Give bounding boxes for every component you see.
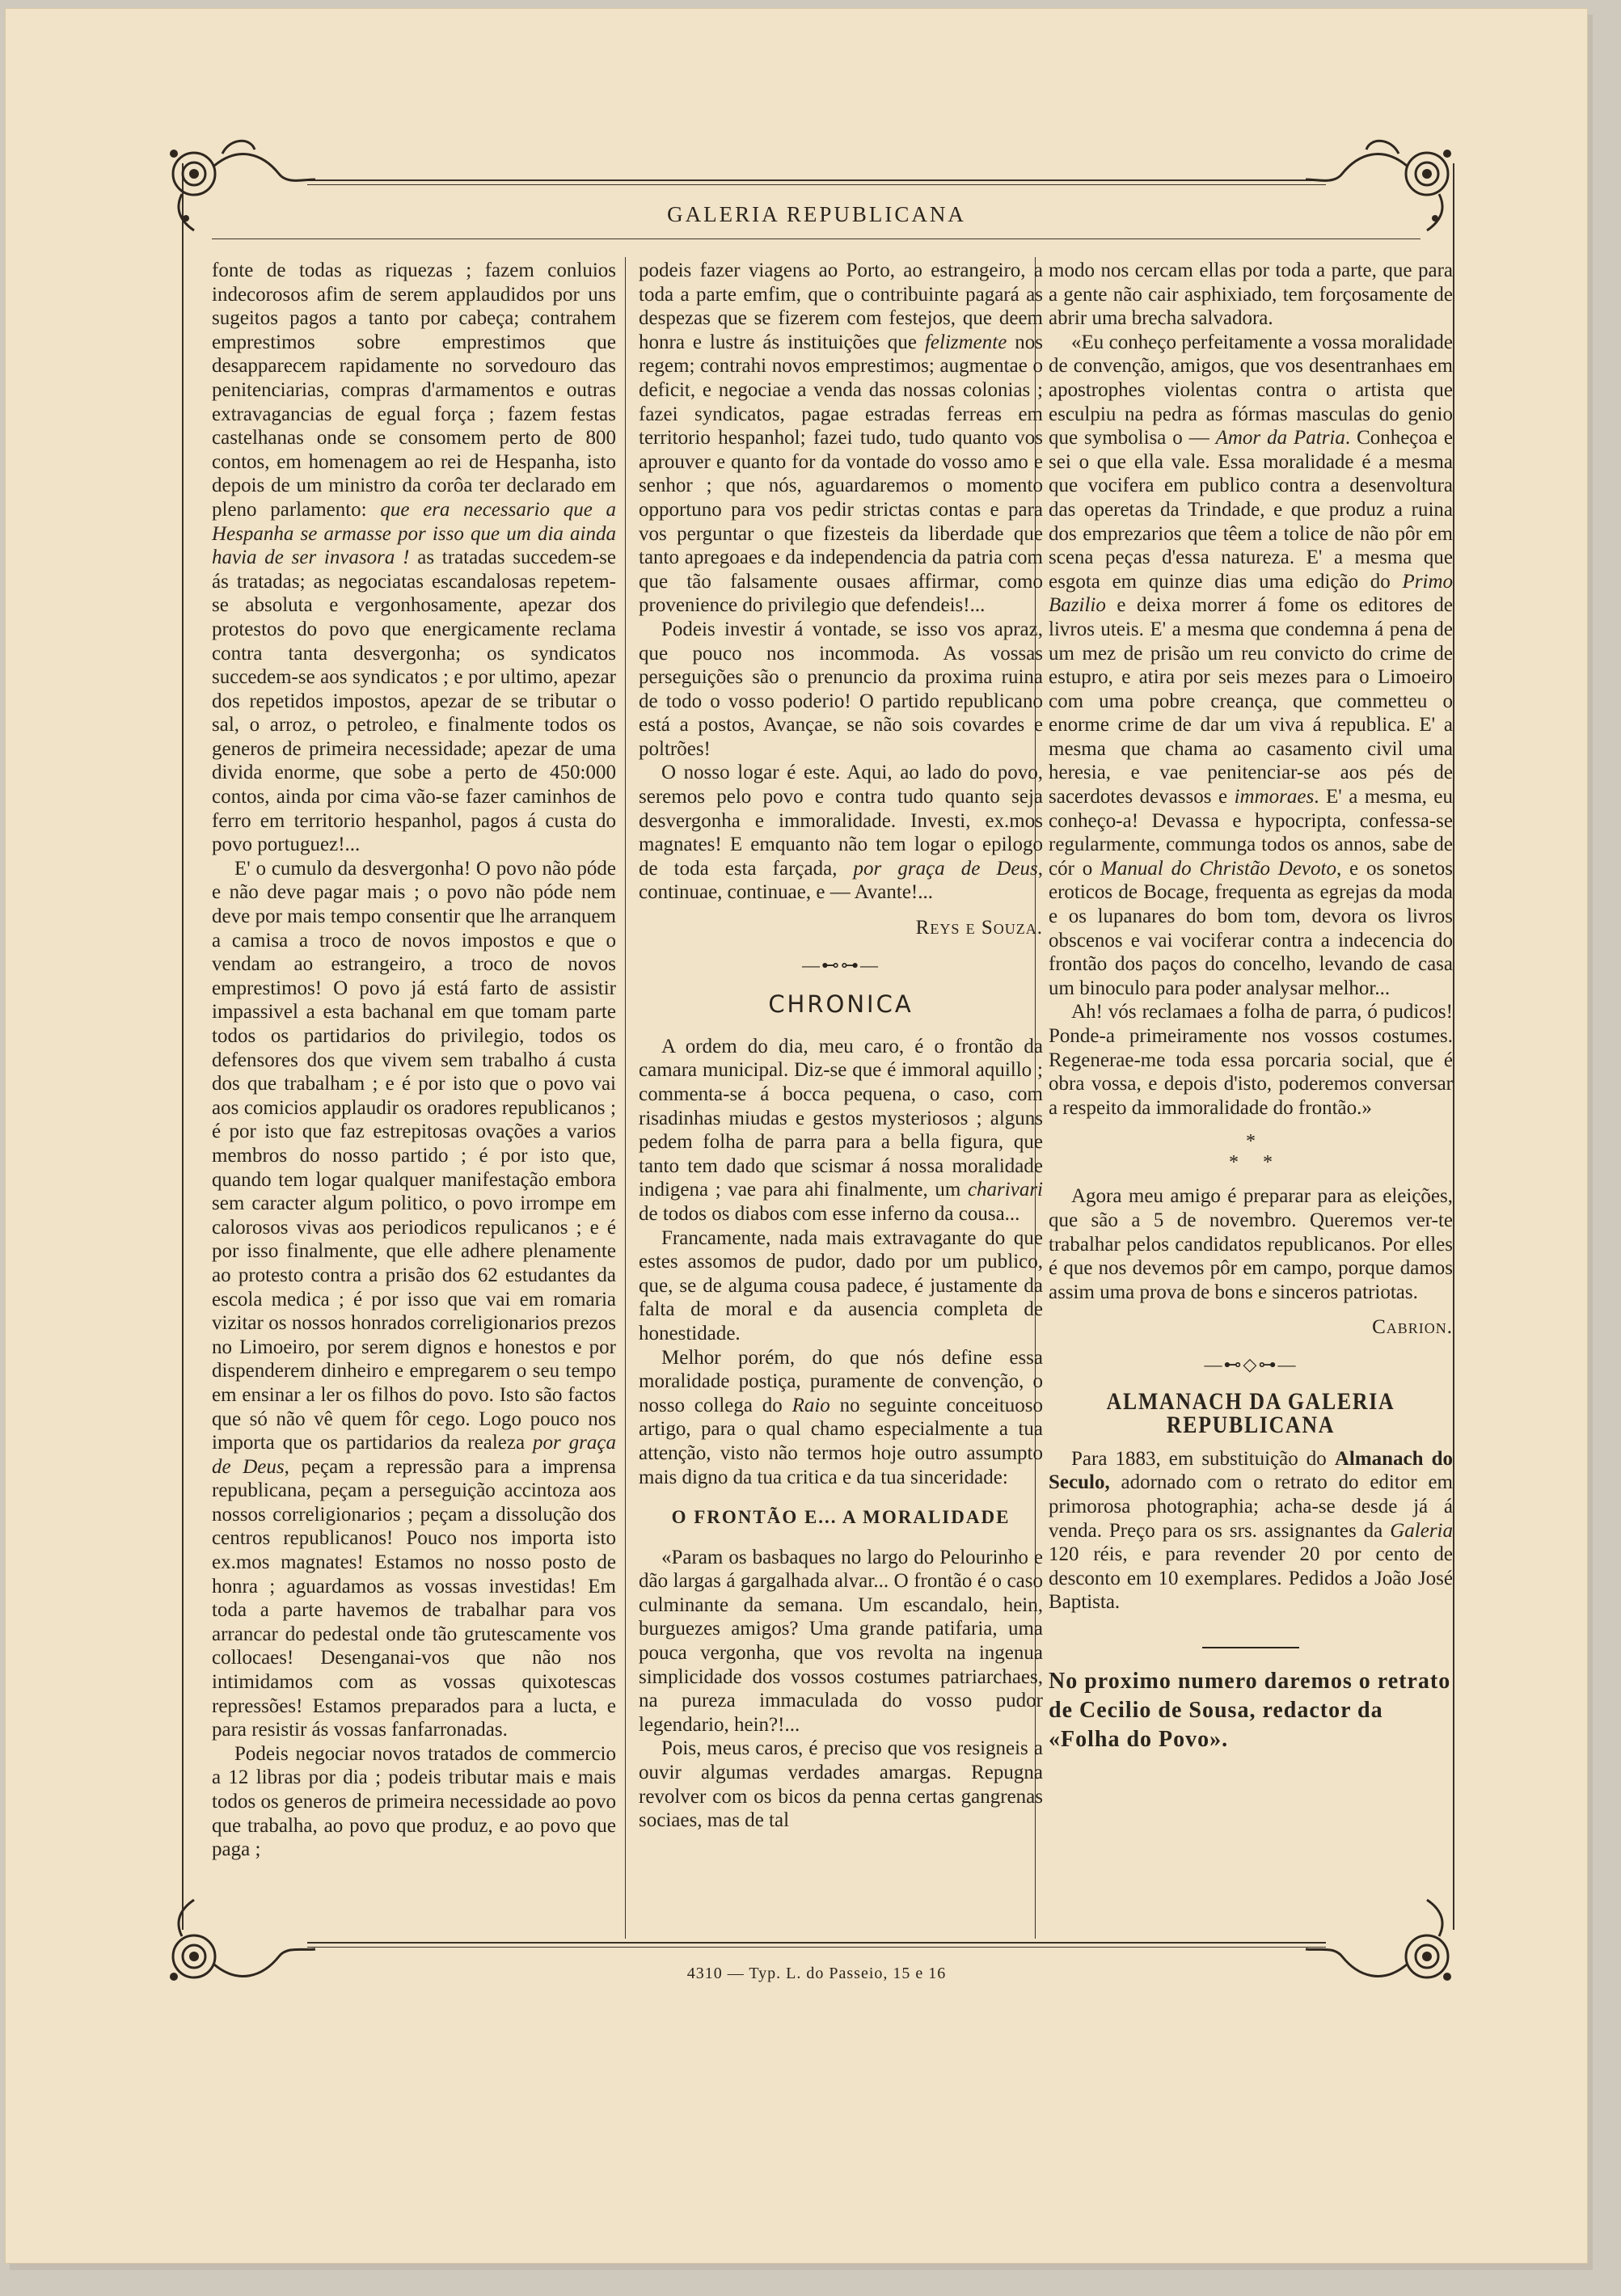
paragraph: Pois, meus caros, é preciso que vos resigneis a ouvir algumas verdades amargas. Repugna revolver com os bicos da penna certas gangrenas sociaes, mas de tal [639,1737,1043,1832]
article-title: O FRONTÃO E... A MORALIDADE [671,1507,1011,1528]
column-2 [639,259,1043,1833]
paragraph: Francamente, nada mais extravagante do que estes assomos de pudor, dado por um publico, que, se de alguma cousa padece, é justamente da falta de moral e da ausencia completa de honestidade. [639,1226,1043,1344]
column-divider-1 [625,257,626,1939]
top-rule-thin [307,184,1326,185]
bottom-rule [307,1942,1326,1944]
short-rule [1049,1631,1453,1655]
next-issue-notice: No proximo numero daremos o retrato de Cecilio de Sousa, redactor da «Folha do Povo». [1049,1669,1451,1753]
column-3 [1049,259,1453,1754]
asterism: * * * [1229,1131,1273,1174]
paragraph: Para 1883, em substituição do Almanach do Seculo, adornado com o retrato do editor em primorosa photographia; acha-se desde já á venda. Preço para os srs. assignantes da Galeria 120 réis, e para revender 20 por cento de desconto em 10 exemplares. Pedidos a João José Baptista. [1049,1447,1453,1614]
column-1 [212,259,616,1862]
paragraph: A ordem do dia, meu caro, é o frontão da camara municipal. Diz-se que é immoral aquillo ; commenta-se á bocca pequena, o caso, com risadinhas miudas e gestos mysteriosos ; alguns pedem folha de parra para a bella figura, que tanto tem dado que scismar á nossa moralidade indigena ; vae para ahi finalmente, um charivari de todos os diabos com esse inferno da cousa... [639,1035,1043,1225]
author-signature: Cabrion. [1372,1316,1453,1339]
paragraph: E' o cumulo da desvergonha! O povo não póde e não deve pagar mais ; o povo não póde nem deve por mais tempo consentir que lhe arranquem a camisa a troco de novos impostos e que o vendam ao estrangeiro, a troco de novos emprestimos! O povo já está farto de assistir impassivel a esta bachanal em que tomam parte todos os partidarios do privilegio, todos os defensores dos que vivem sem trabalho á custa dos que trabalham ; e é por isto que o povo vai aos comicios applaudir os oradores republicanos ; é por isto que faz estrepitosas ovações a varios membros do nosso partido ; é por isto que, quando tem logar qualquer manifestação embora sem caracter algum politico, o povo irrompe em calorosos vivas aos periodicos repulicanos ; e é por isso finalmente, que elle adhere plenamente ao protesto contra a prisão dos 62 estudantes da escola medica ; é por isso que vai em romaria vizitar os nossos honrados correligionarios prezos no Limoeiro, por serem dignos e honestos e por dispenderem dinheiro e empregarem o seu tempo em ensinar a ler os filhos do povo. Isto são factos que só não vê quem fôr cego. Logo pouco nos importa que os partidarios da realeza por graça de Deus, peçam a repressão para a imprensa republicana, peçam a perseguição accintoza aos nossos correligionarios ; peçam a dissolução dos centros republicanos! Pouco nos importa isto ex.mos magnates! Estamos no nosso posto de honra ; aguardamos as vossas investidas! Em toda a parte havemos de trabalhar para vos arrancar do pedestal onde tão grutescamente vos collocaes! Desenganai-vos que não nos intimidamos com as vossas quixotescas repressões! Estamos preparados para a lucta, e para resistir ás vossas fanfarronadas. [212,857,616,1741]
masthead-rule [212,238,1420,239]
paragraph: fonte de todas as riquezas ; fazem conluios indecorosos afim de serem applaudidos por uns sugeitos pagos a tanto por cabeça; contrahem emprestimos sobre emprestimos que desapparecem rapidamente no sorvedouro das penitenciarias, compras d'armamentos e outras extravagancias de egual força ; fazem festas castelhanas onde se consomem perto de 800 contos, em homenagem ao rei de Hespanha, isto depois de um ministro da corôa ter declarado em pleno parlamento: que era necessario que a Hespanha se armasse por isso que um dia ainda havia de ser invasora ! as tratadas succedem-se ás tratadas; as negociatas escandalosas repetem-se absoluta e vergonhosamente, apezar dos protestos do povo que energicamente reclama contra tanta desvergonha; os syndicatos succedem-se aos syndicatos ; e por ultimo, apezar dos repetidos impostos, apezar de se tributar o sal, o arroz, o petroleo, e finalmente todos os generos de primeira necessidade; apezar de uma divida enorme, que sobe a perto de 450:000 contos, ainda por cima vão-se fazer caminhos de ferro em territorio hespanhol, pagos á custa do povo portuguez!... [212,260,616,856]
paragraph: Ah! vós reclamaes a folha de parra, ó pudicos! Ponde-a primeiramente nos vossos costumes. Regenerae-me toda essa porcaria social, que é obra vossa, e depois d'isto, poderemos conversar a respeito da immoralidade do frontão.» [1049,1001,1453,1119]
top-rule [307,179,1326,181]
paragraph: modo nos cercam ellas por toda a parte, que para a gente não cair asphixiado, tem forçosamente de abrir uma brecha salvadora. [1049,260,1453,330]
paragraph: podeis fazer viagens ao Porto, ao estrangeiro, a toda a parte emfim, que o contribuinte pagará as despezas que se fizerem com festejos, que deem honra e lustre ás instituições que felizmente nos regem; contrahi novos emprestimos; augmentae o deficit, e negociae a venda das nossas colonias ; fazei syndicatos, pagae estradas ferreas em territorio hespanhol; fazei tudo, tudo quanto vos aprouver e quanto for da vontade do vosso amo e senhor ; que nós, aguardaremos o momento opportuno para vos pedir strictas contas e para vos perguntar o que fizesteis da liberdade que tanto apregoaes e da independencia da patria com que tão falsamente ousaes affirmar, como provenience do privilegio que defendeis!... [639,260,1043,617]
paragraph: «Eu conheço perfeitamente a vossa moralidade de convenção, amigos, que vos desentranhaes em apostrophes violentas contra o artista que esculpiu na pedra as fórmas masculas do genio que symbolisa o — Amor da Patria. Conheçoa e sei o que ella vale. Essa moralidade é a mesma que vocifera em publico contra a desenvoltura das operetas da Trindade, e que produz a ruina dos emprezarios que têem a tolice de não pôr em scena peças d'essa natureza. E' a mesma que esgota em quinze dias uma edição do Primo Bazilio e deixa morrer á fome os editores de livros uteis. E' a mesma que condemna á pena de um mez de prisão um reu convicto do crime de estupro, e atira por seis mezes para o Limoeiro com uma pobre creança, que commetteu o enorme crime de dar um viva á republica. E' a mesma que chama ao casamento civil uma heresia, e vae penitenciar-se aos pés de sacerdotes devassos e immoraes. E' a mesma, eu conheço-a! Devassa e hypocripta, confessa-se regularmente, communga todos os annos, sabe de cór o Manual do Christão Devoto, e os sonetos eroticos de Bocage, frequenta as egrejas da moda e os lupanares do bom tom, devora os livros obscenos e vai vociferar contra a indecencia do frontão dos paços do concelho, levando de casa um binoculo para poder analysar melhor... [1049,331,1454,999]
almanac-title: ALMANACH DA GALERIA REPUBLICANA [1106,1387,1395,1439]
paragraph: Melhor porém, do que nós define essa moralidade postiça, puramente de convenção, o nosso collega do Raio no seguinte conceituoso artigo, para o qual chamo especialmente a tua attenção, visto não termos hoje outro assumpto mais digno da tua critica e da tua sinceridade: [639,1346,1043,1488]
paragraph: Agora meu amigo é preparar para as eleições, que são a 5 de novembro. Queremos ver-te trabalhar pelos candidatos republicanos. Por elles é que nos devemos pôr em campo, porque damos assim uma prova de bons e sinceros patriotas. [1049,1185,1453,1303]
paragraph: O nosso logar é este. Aqui, ao lado do povo, seremos pelo povo e contra tudo quanto seja desvergonha e immoralidade. Investi, ex.mos magnates! E emquanto não tem logar o epilogo de toda esta farçada, por graça de Deus, continuae, continuae, e — Avante!... [639,762,1044,904]
page-title: GALERIA REPUBLICANA [667,202,966,226]
ornament-corner-bottom-right-icon [1302,1896,1463,2001]
ornament-corner-bottom-left-icon [158,1896,319,2001]
fleuron-divider: —⊷◇⊶— [1204,1353,1298,1374]
printer-imprint: 4310 — Typ. L. do Passeio, 15 e 16 [686,1965,947,1982]
author-signature: Reys e Souza. [915,917,1043,939]
paragraph: Podeis negociar novos tratados de commercio a 12 libras por dia ; podeis tributar mais e mais todos os generos de primeira necessidade ao povo que trabalha, ao povo que produz, e ao povo que paga ; [212,1742,616,1861]
fleuron-divider: —⊷⊶— [802,954,880,975]
paragraph: Podeis investir á vontade, se isso vos apraz, que pouco nos incommoda. As vossas perseguições são o prenuncio da proxima ruina de todo o vosso poderio! O partido republicano está a postos, Avançae, se não sois covardes e poltrões! [639,618,1043,760]
bottom-rule-thin [307,1947,1326,1948]
section-title-chronica: CHRONICA [768,990,914,1019]
paragraph: «Param os basbaques no largo do Pelourinho e dão largas á gargalhada alvar... O frontão é o caso culminante da semana. Um escandalo, hein, burguezes amigos? Uma grande patifaria, uma pouca vergonha, que vos revolta na ingenua simplicidade dos vossos costumes patriarchaes, na pureza immaculada do vosso pudor legendario, hein?!... [639,1546,1043,1736]
